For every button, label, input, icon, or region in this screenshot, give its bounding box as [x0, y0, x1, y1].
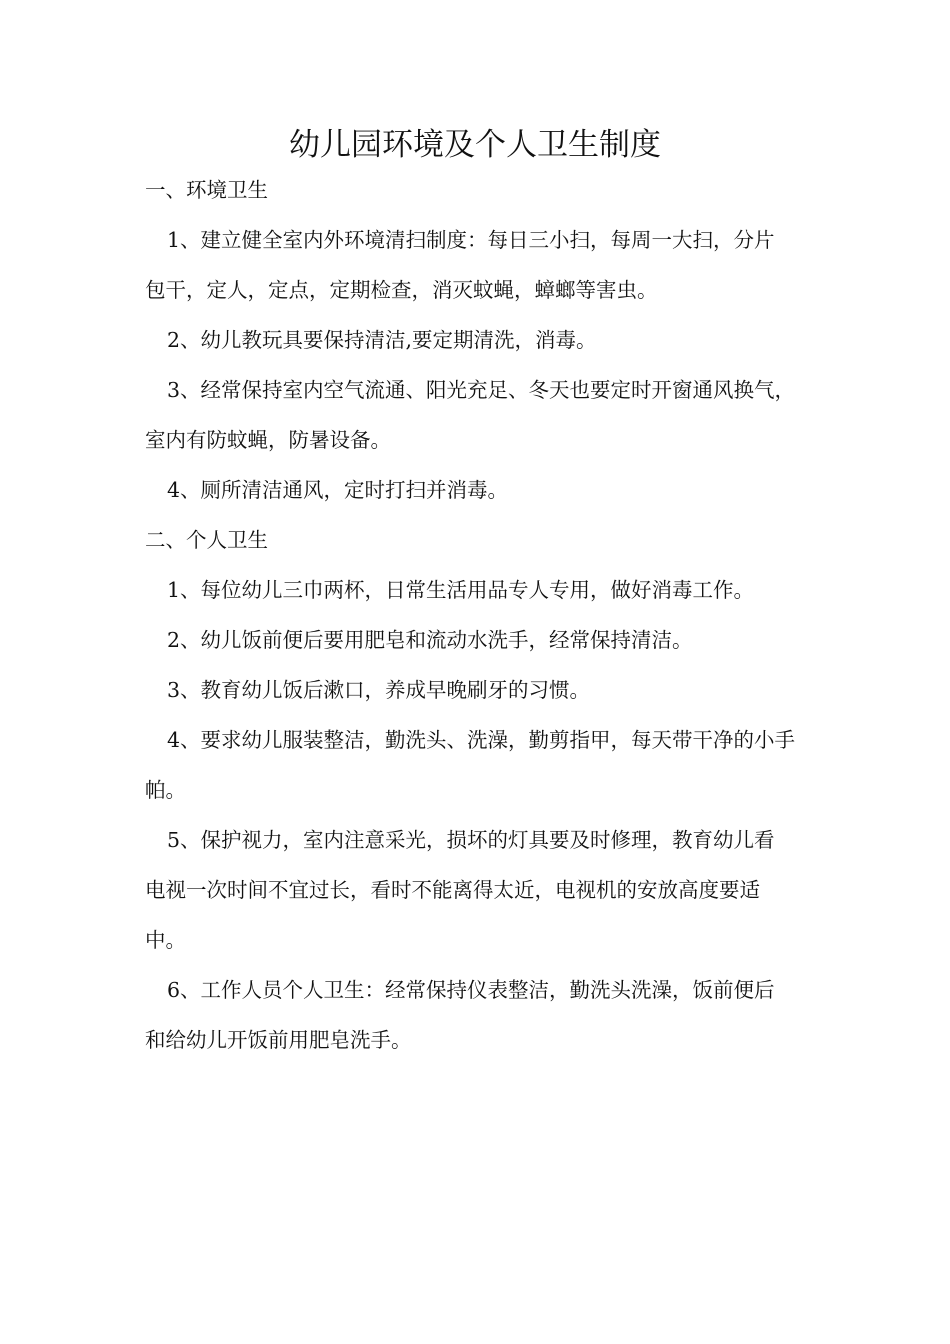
section-heading: 二、个人卫生	[145, 528, 268, 552]
paragraph-line: 6、工作人员个人卫生：经常保持仪表整洁，勤洗头洗澡，饭前便后	[167, 978, 775, 1002]
paragraph-line: 1、每位幼儿三巾两杯，日常生活用品专人专用，做好消毒工作。	[167, 578, 755, 602]
paragraph-line: 4、厕所清洁通风，定时打扫并消毒。	[167, 478, 509, 502]
paragraph-line: 和给幼儿开饭前用肥皂洗手。	[145, 1028, 412, 1052]
paragraph-line: 帕。	[145, 778, 186, 802]
paragraph-line: 1、建立健全室内外环境清扫制度：每日三小扫，每周一大扫，分片	[167, 228, 775, 252]
paragraph	[145, 365, 825, 465]
paragraph	[145, 315, 825, 365]
paragraph-line: 3、经常保持室内空气流通、阳光充足、冬天也要定时开窗通风换气，	[167, 378, 796, 402]
paragraph	[145, 215, 825, 315]
paragraph-line: 包干，定人，定点，定期检查，消灭蚊蝇，蟑螂等害虫。	[145, 278, 658, 302]
paragraph	[145, 465, 825, 515]
paragraph	[145, 965, 825, 1065]
paragraph-line: 2、幼儿饭前便后要用肥皂和流动水洗手，经常保持清洁。	[167, 628, 693, 652]
document-title: 幼儿园环境及个人卫生制度	[289, 127, 661, 163]
section-heading: 一、环境卫生	[145, 178, 268, 202]
document-body	[145, 165, 825, 1065]
paragraph	[145, 715, 825, 815]
paragraph-line: 5、保护视力，室内注意采光，损坏的灯具要及时修理，教育幼儿看	[167, 828, 775, 852]
paragraph-line: 中。	[145, 928, 186, 952]
paragraph-line: 室内有防蚊蝇，防暑设备。	[145, 428, 391, 452]
paragraph-line: 2、幼儿教玩具要保持清洁,要定期清洗，消毒。	[167, 328, 597, 352]
paragraph-line: 3、教育幼儿饭后漱口，养成早晚刷牙的习惯。	[167, 678, 591, 702]
paragraph	[145, 565, 825, 615]
paragraph-line: 电视一次时间不宜过长，看时不能离得太近，电视机的安放高度要适	[145, 878, 760, 902]
paragraph	[145, 815, 825, 965]
paragraph	[145, 665, 825, 715]
paragraph-line: 4、要求幼儿服装整洁，勤洗头、洗澡，勤剪指甲，每天带干净的小手	[167, 728, 796, 752]
paragraph	[145, 615, 825, 665]
